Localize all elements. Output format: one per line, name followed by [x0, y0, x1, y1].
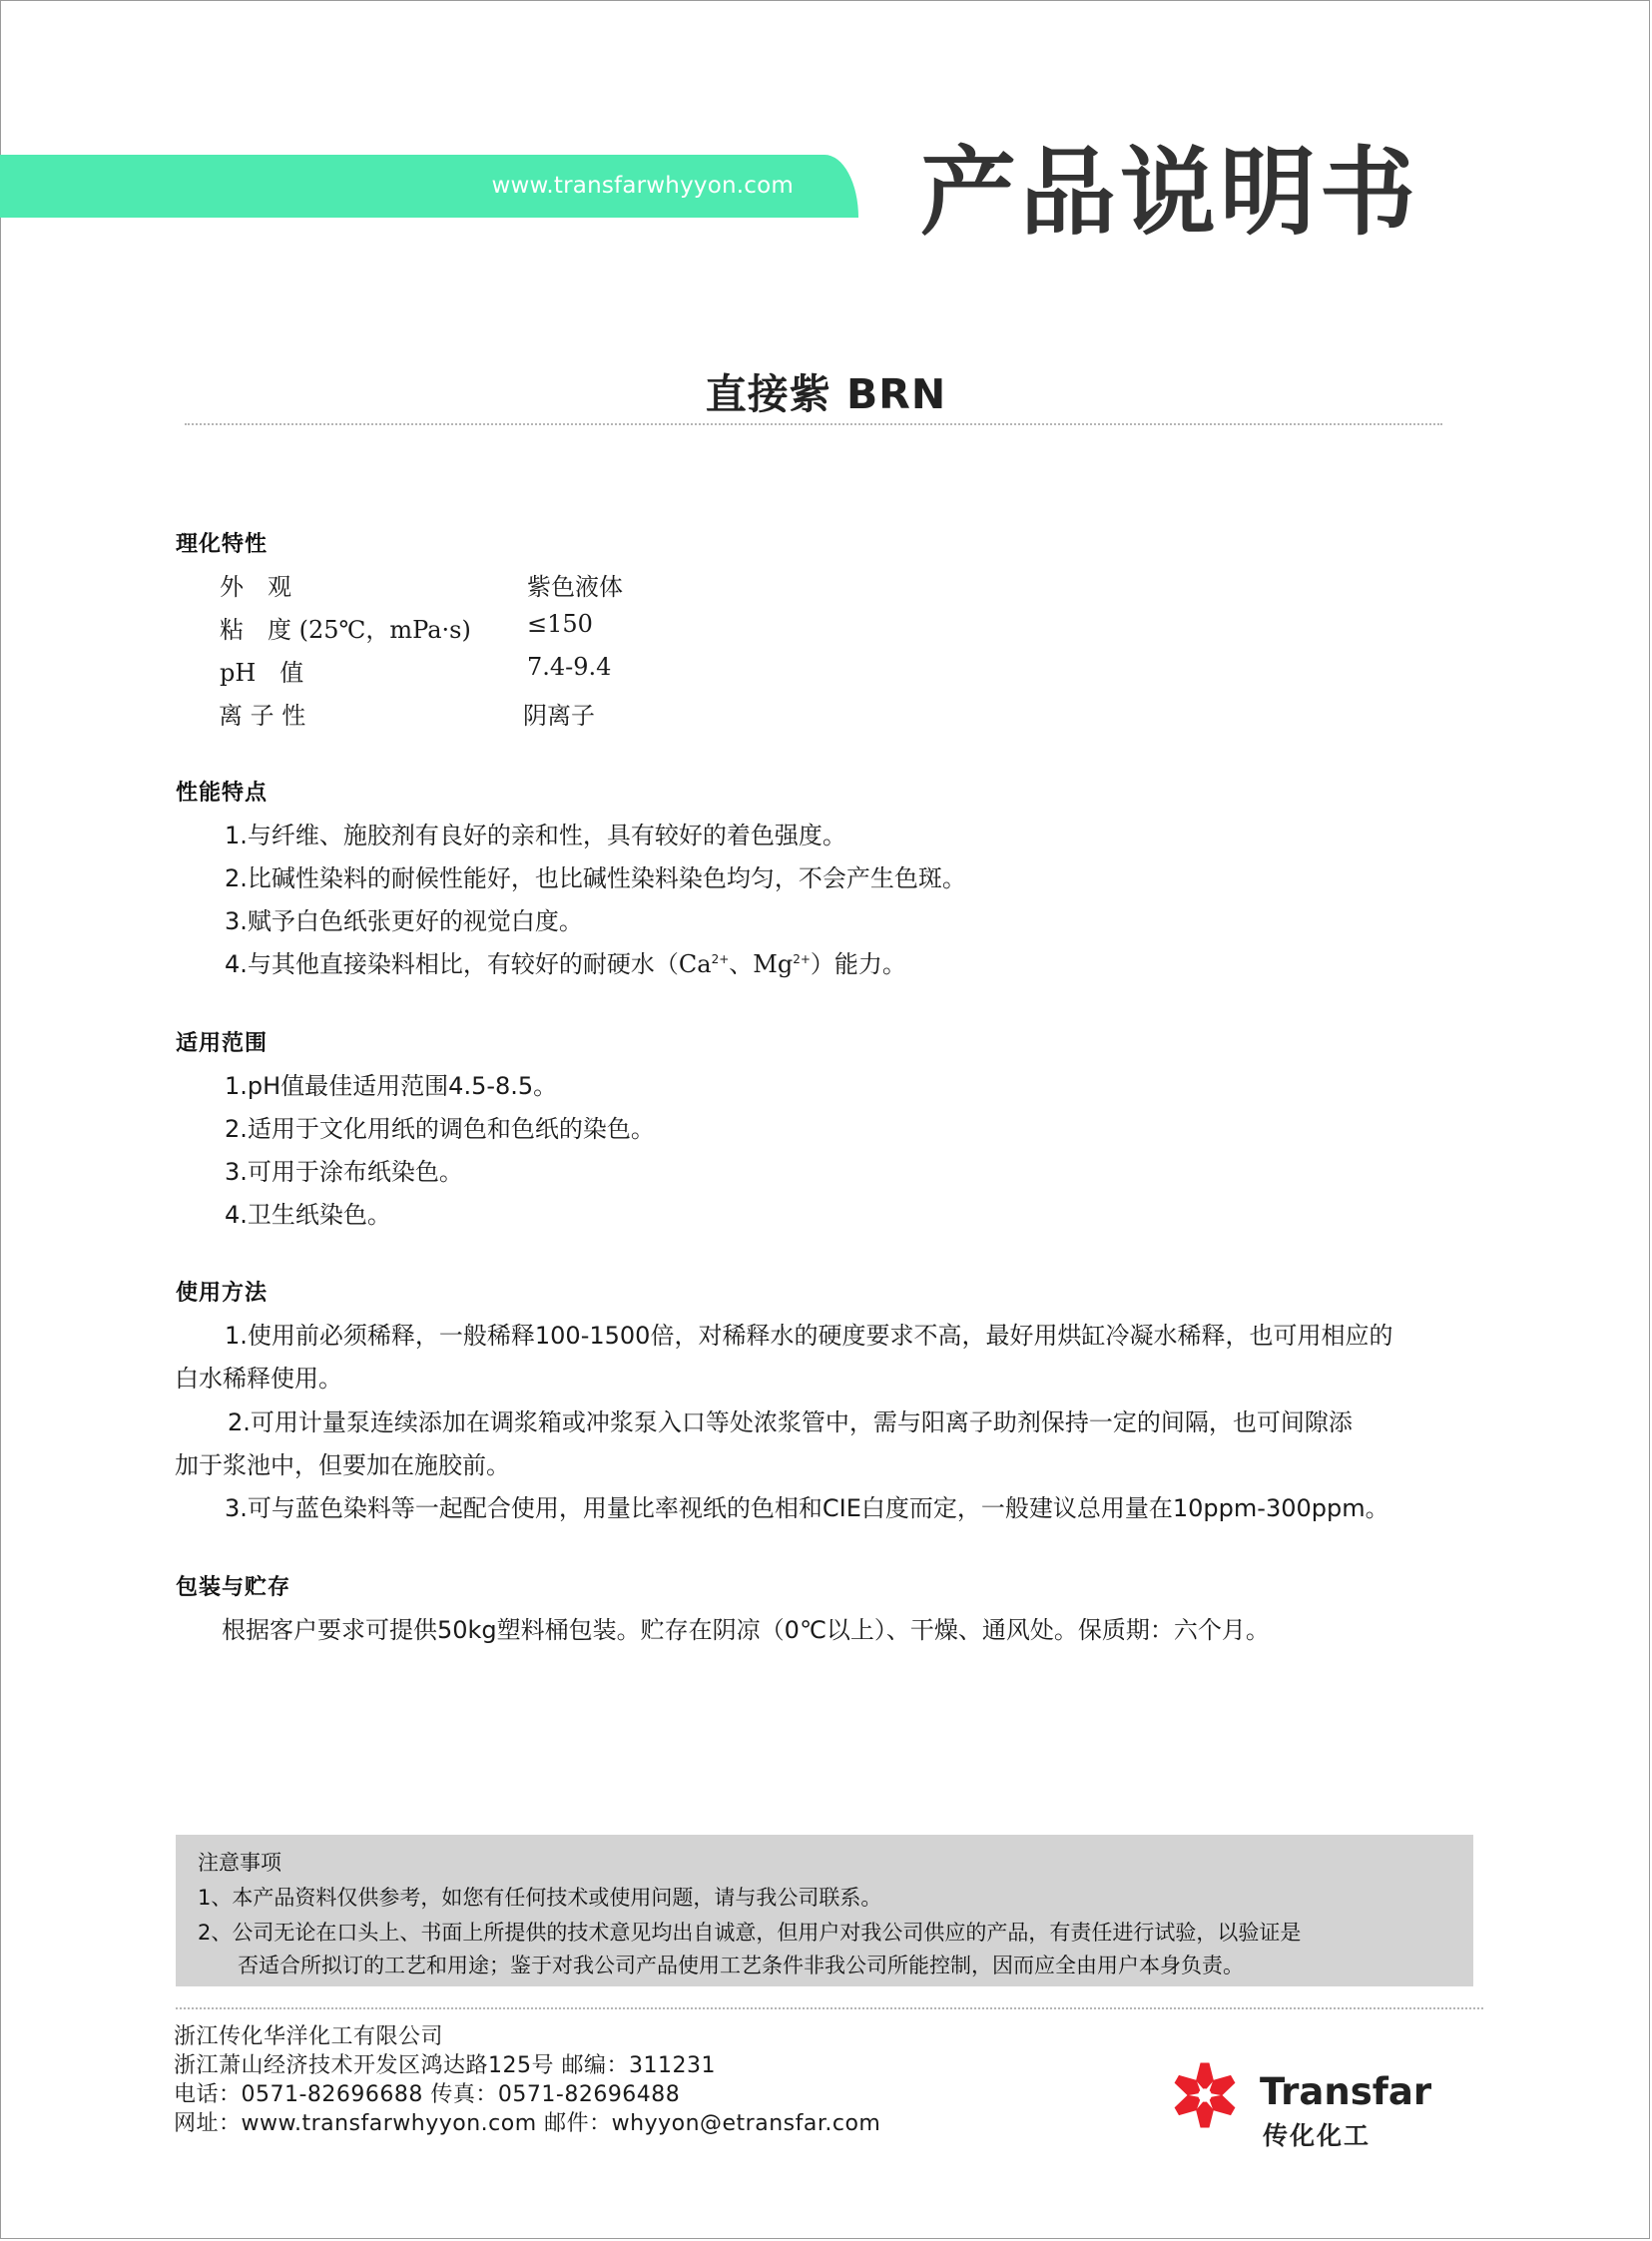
feature-item: 3.赋予白色纸张更好的视觉白度。: [225, 907, 583, 935]
packaging-text: 根据客户要求可提供50kg塑料桶包装。贮存在阴凉（0℃以上）、干燥、通风处。保质期：六个月。: [222, 1616, 1270, 1644]
usage-line: 加于浆池中，但要加在施胶前。: [175, 1451, 510, 1479]
section-heading-packaging: 包装与贮存: [176, 1575, 291, 1600]
separator: 、: [729, 950, 754, 978]
application-item: 1.pH值最佳适用范围4.5-8.5。: [225, 1072, 558, 1100]
section-heading-features: 性能特点: [176, 781, 269, 806]
title-divider: [185, 423, 1442, 425]
property-label: 外 观: [220, 573, 291, 601]
feature-item: [225, 944, 906, 979]
application-item: 3.可用于涂布纸染色。: [225, 1158, 463, 1186]
magnesium-charge: 2+: [793, 952, 811, 966]
feature-item-text: ）能力。: [810, 950, 906, 978]
section-heading-properties: 理化特性: [176, 532, 269, 557]
calcium-symbol: Ca: [678, 950, 712, 978]
property-label: 粘 度 (25℃，mPa·s): [220, 616, 471, 644]
usage-line: 2.可用计量泵连续添加在调浆箱或冲浆泵入口等处浓浆管中，需与阳离子助剂保持一定的间隔，也可间隙添: [228, 1408, 1353, 1436]
application-item: 4.卫生纸染色。: [225, 1201, 391, 1229]
company-phone: 电话：0571-82696688 传真：0571-82696488: [174, 2082, 681, 2107]
notice-title: 注意事项: [198, 1851, 281, 1875]
notice-line: 1、本产品资料仅供参考，如您有任何技术或使用问题，请与我公司联系。: [198, 1886, 882, 1910]
property-value: 阴离子: [523, 702, 595, 730]
property-value: 紫色液体: [527, 573, 623, 601]
brand-name-cn: 传化化工: [1263, 2121, 1372, 2150]
usage-line: 白水稀释使用。: [175, 1365, 342, 1393]
product-name: 直接紫 BRN: [705, 370, 947, 418]
website-url[interactable]: www.transfarwhyyon.com: [491, 173, 794, 199]
magnesium-symbol: Mg: [753, 950, 794, 978]
calcium-charge: 2+: [711, 952, 730, 966]
brand-name-en: Transfar: [1260, 2070, 1432, 2113]
usage-line: 1.使用前必须稀释，一般稀释100-1500倍，对稀释水的硬度要求不高，最好用烘缸冷凝水稀释，也可用相应的: [225, 1322, 1393, 1350]
usage-line: 3.可与蓝色染料等一起配合使用，用量比率视纸的色相和CIE白度而定，一般建议总用量在10ppm-300ppm。: [225, 1494, 1389, 1522]
property-label: pH 值: [220, 659, 304, 687]
property-value: 7.4-9.4: [527, 653, 612, 681]
page-title: 产品说明书: [920, 137, 1419, 249]
application-item: 2.适用于文化用纸的调色和色纸的染色。: [225, 1115, 655, 1143]
company-name: 浙江传化华洋化工有限公司: [174, 2024, 444, 2049]
company-web[interactable]: 网址：www.transfarwhyyon.com 邮件：whyyon@etransfar.com: [174, 2111, 881, 2136]
feature-item-text: 4.与其他直接染料相比，有较好的耐硬水（: [225, 950, 679, 978]
transfar-logo-icon: [1168, 2058, 1242, 2132]
notice-box: [176, 1835, 1473, 1986]
feature-item: 1.与纤维、施胶剂有良好的亲和性，具有较好的着色强度。: [225, 822, 846, 849]
footer-divider: [176, 2007, 1483, 2009]
notice-line: 否适合所拟订的工艺和用途；鉴于对我公司产品使用工艺条件非我公司所能控制，因而应全由用户本身负责。: [238, 1954, 1244, 1977]
company-address: 浙江萧山经济技术开发区鸿达路125号 邮编：311231: [174, 2053, 716, 2078]
feature-item: 2.比碱性染料的耐候性能好，也比碱性染料染色均匀，不会产生色斑。: [225, 864, 966, 892]
property-value: ≤150: [527, 610, 593, 638]
notice-line: 2、公司无论在口头上、书面上所提供的技术意见均出自诚意，但用户对我公司供应的产品，有责任进行试验，以验证是: [198, 1921, 1302, 1945]
property-label: 离 子 性: [219, 702, 306, 730]
section-heading-usage: 使用方法: [176, 1281, 269, 1306]
section-heading-applications: 适用范围: [176, 1031, 269, 1056]
